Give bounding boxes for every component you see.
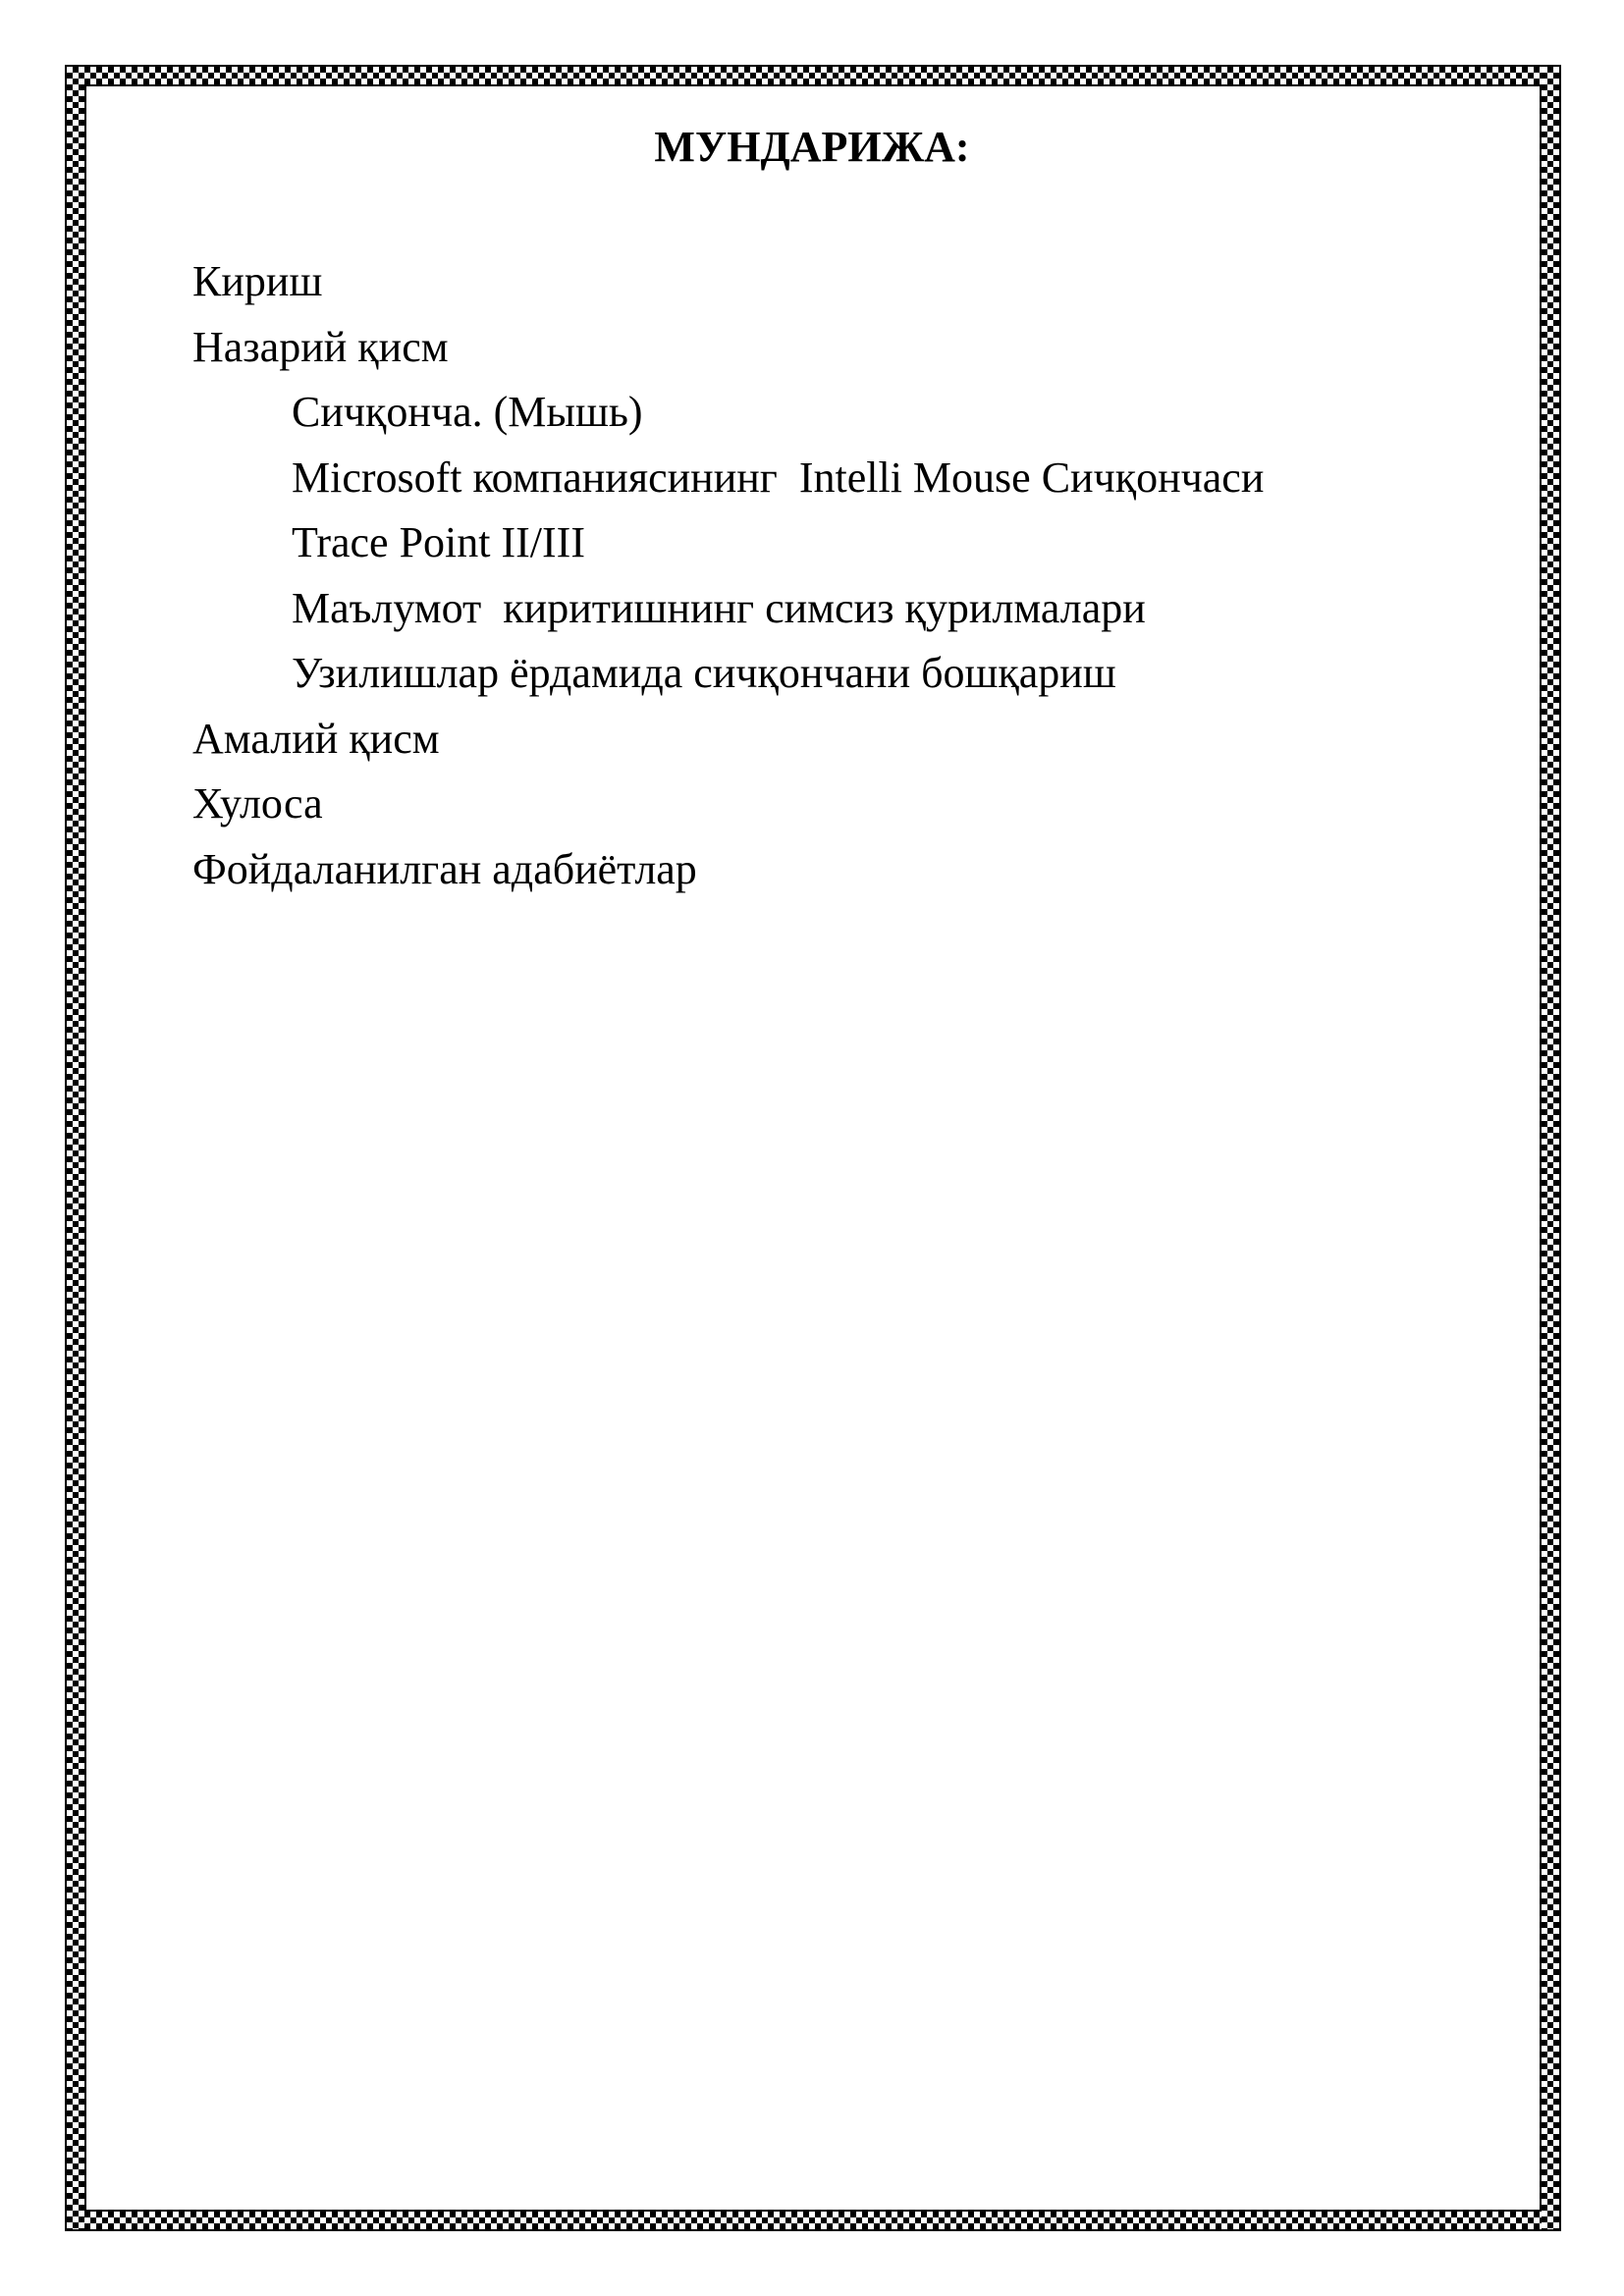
toc-subitem: Microsoft компаниясининг Intelli Mouse Сичқончаси bbox=[292, 453, 1265, 502]
border-right bbox=[1542, 67, 1559, 2229]
toc-subitem: Сичқонча. (Мышь) bbox=[292, 388, 643, 436]
border-bottom bbox=[67, 2212, 1559, 2229]
toc-subitem: Узилишлар ёрдамида сичқончани бошқариш bbox=[292, 649, 1116, 697]
toc-item: Кириш bbox=[192, 257, 323, 305]
toc-item: Назарий қисм bbox=[192, 322, 449, 371]
page-title: МУНДАРИЖА: bbox=[654, 123, 970, 171]
border-top bbox=[67, 67, 1559, 84]
table-of-contents bbox=[192, 249, 1264, 902]
toc-item: Фойдаланилган адабиётлар bbox=[192, 844, 697, 893]
border-left bbox=[67, 67, 84, 2229]
toc-item: Амалий қисм bbox=[192, 714, 440, 763]
toc-subitem: Маълумот киритишнинг симсиз қурилмалари bbox=[292, 583, 1146, 632]
toc-item: Хулоса bbox=[192, 779, 323, 828]
toc-subitem: Trace Point II/III bbox=[292, 518, 585, 566]
